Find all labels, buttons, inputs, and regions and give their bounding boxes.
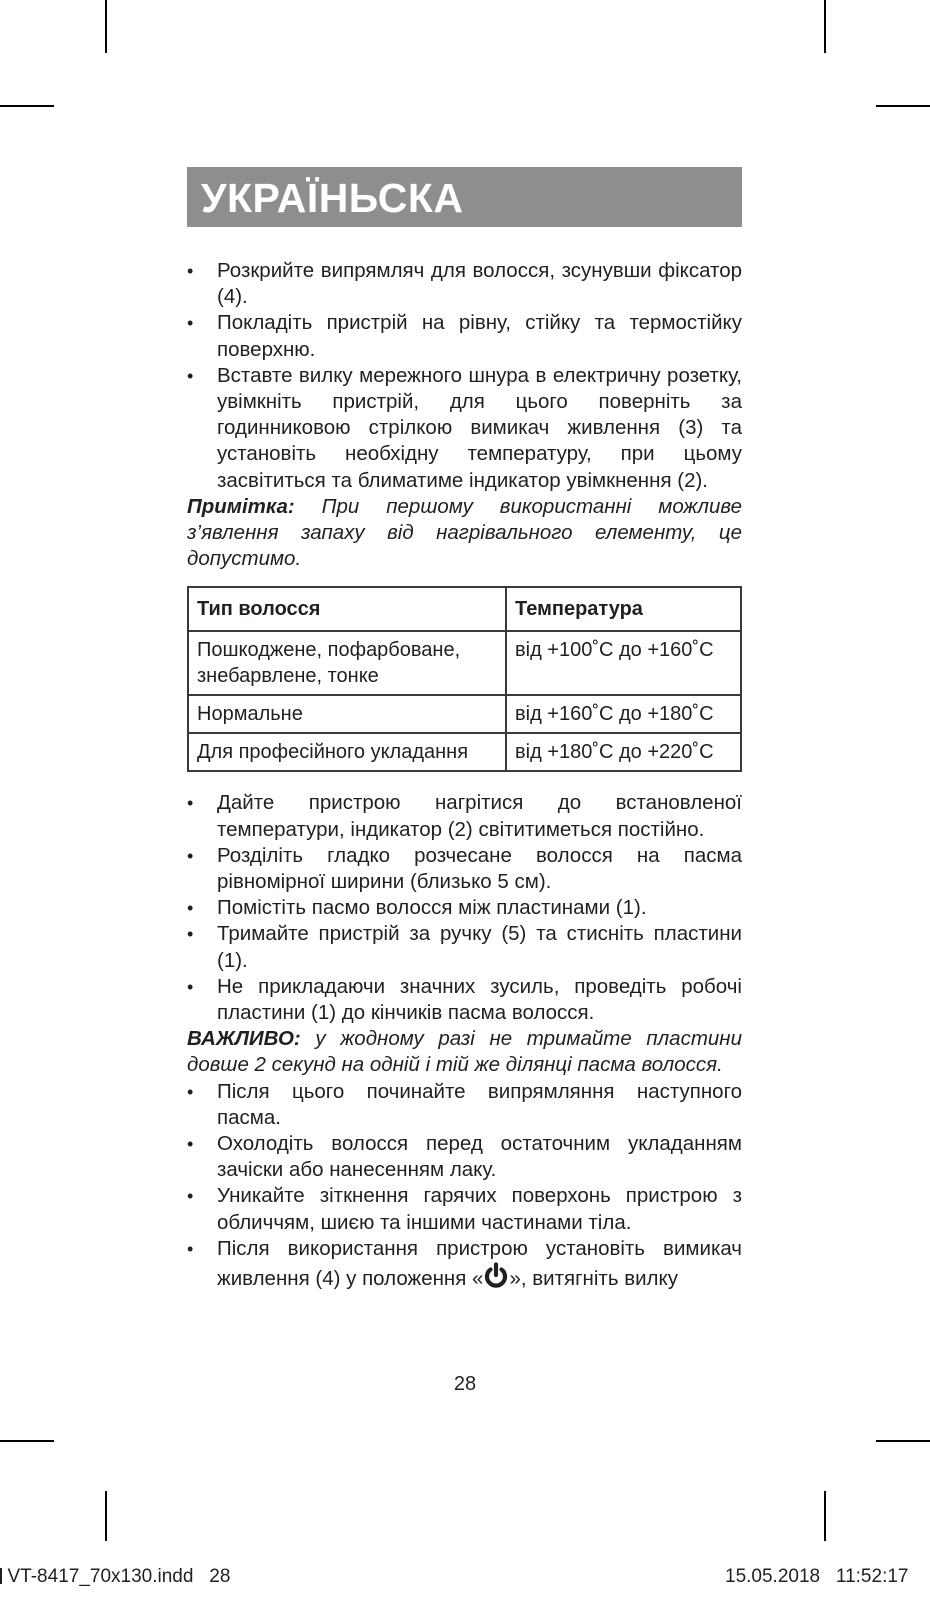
bullet-icon: • xyxy=(187,261,194,281)
list-item: • Розкрийте випрямляч для волосся, зсунувши фіксатор (4). xyxy=(187,259,742,309)
table-row xyxy=(188,695,741,733)
note-text: При першому використанні можливе з’явлення запаху від нагрівального елементу, це допустимо. xyxy=(187,494,742,571)
note-label: Примітка: xyxy=(187,494,295,518)
table-row xyxy=(188,631,741,695)
table-header-row xyxy=(188,587,741,631)
list-item: • Після використання пристрою установіть вимикач живлення (4) у положення « », витягніть вилку xyxy=(187,1236,742,1291)
bullet-icon: • xyxy=(187,1238,194,1259)
bullet-icon: • xyxy=(187,845,194,866)
note-paragraph xyxy=(187,494,742,573)
list-item: • Уникайте зіткнення гарячих поверхонь пристрою з обличчям, шиєю та іншими частинами тіла. xyxy=(187,1184,742,1234)
column-header-hair-type: Тип волосся xyxy=(188,587,506,631)
instructions-list-top xyxy=(187,258,742,494)
list-item: • Покладіть пристрій на рівну, стійку та термостійку поверхню. xyxy=(187,311,742,361)
slug-marker xyxy=(0,1568,2,1584)
hair-type-cell: Нормальне xyxy=(188,695,506,733)
bullet-icon: • xyxy=(187,1081,194,1102)
crop-mark-bottom-left-vertical xyxy=(105,1491,107,1541)
table-row xyxy=(188,733,741,771)
crop-mark-bottom-right-vertical xyxy=(824,1491,826,1541)
slug-file-info: VT-8417_70x130.indd 28 xyxy=(0,1566,230,1588)
list-item: • Не прикладаючи значних зусиль, проведіть робочі пластини (1) до кінчиків пасма волосся. xyxy=(187,974,742,1025)
hair-type-cell: Для професійного укладання xyxy=(188,733,506,771)
bullet-icon: • xyxy=(187,976,194,997)
important-text: у жодному разі не тримайте пластини довше 2 секунд на одній і тій же ділянці пасма волосся. xyxy=(187,1027,742,1077)
temperature-table xyxy=(187,586,742,772)
important-paragraph xyxy=(187,1026,742,1078)
column-header-temperature: Температура xyxy=(506,587,741,631)
list-item: • Помістіть пасмо волосся між пластинами (1). xyxy=(187,895,742,921)
page-number: 28 xyxy=(453,1373,477,1395)
temperature-cell: від +180˚С до +220˚С xyxy=(506,733,741,771)
power-icon xyxy=(483,1262,509,1290)
temperature-cell: від +160˚С до +180˚С xyxy=(506,695,741,733)
section-header xyxy=(187,167,742,227)
crop-mark-bottom-right-horizontal xyxy=(876,1440,930,1442)
list-item: • Розділіть гладко розчесане волосся на пасма рівномірної ширини (близько 5 см). xyxy=(187,843,742,894)
bullet-icon: • xyxy=(187,365,194,386)
bullet-icon: • xyxy=(187,898,194,919)
instructions-list-bottom xyxy=(187,1079,742,1293)
bullet-icon: • xyxy=(187,1134,194,1155)
crop-mark-top-right-vertical xyxy=(824,0,826,53)
crop-mark-bottom-left-horizontal xyxy=(0,1440,54,1442)
bullet-icon: • xyxy=(187,924,194,945)
list-item: • Дайте пристрою нагрітися до встановленої температури, індикатор (2) світитиметься постійно. xyxy=(187,791,742,841)
slug-date-time: 15.05.2018 11:52:17 xyxy=(725,1566,909,1587)
section-title: УКРАЇНЬСКА xyxy=(201,175,464,221)
crop-mark-top-left-vertical xyxy=(105,0,107,53)
important-label: ВАЖЛИВО: xyxy=(187,1027,301,1051)
list-item: • Після цього починайте випрямляння наступного пасма. xyxy=(187,1079,742,1129)
list-item: • Тримайте пристрій за ручку (5) та стисніть пластини (1). xyxy=(187,922,742,972)
bullet-icon: • xyxy=(187,313,194,334)
list-item: • Вставте вилку мережного шнура в електричну розетку, увімкніть пристрій, для цього поверніть за годинниковою стрілкою вимикач живлення (3) та установіть необхідну температуру, при цьому засвітиться та блиматиме індикатор увімкнення (2). xyxy=(187,363,742,492)
hair-type-cell: Пошкоджене, пофарбоване, знебарвлене, тонке xyxy=(188,631,506,695)
crop-mark-top-right-horizontal xyxy=(876,105,930,107)
temperature-cell: від +100˚С до +160˚С xyxy=(506,631,741,695)
bullet-icon: • xyxy=(187,1186,194,1207)
list-item: • Охолодіть волосся перед остаточним укладанням зачіски або нанесенням лаку. xyxy=(187,1132,742,1182)
page-content xyxy=(187,258,742,1292)
instructions-list-middle xyxy=(187,790,742,1026)
crop-mark-top-left-horizontal xyxy=(0,105,54,107)
bullet-icon: • xyxy=(187,793,194,814)
